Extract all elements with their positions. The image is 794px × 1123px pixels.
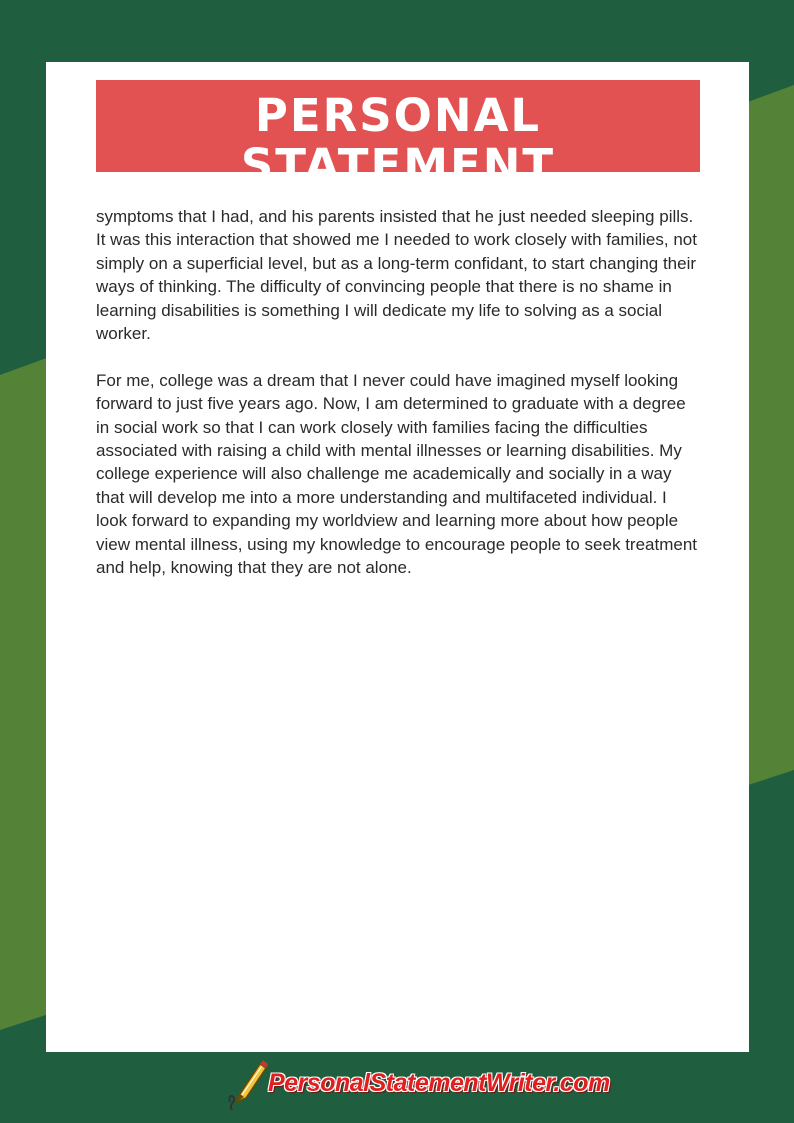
site-logo[interactable] [226,1058,610,1114]
page-title: PERSONAL STATEMENT [240,89,556,192]
page-subtitle: 500 words sample, page 2 [304,193,492,210]
site-logo-text[interactable]: PersonalStatementWriter.com [268,1069,610,1097]
paragraph: For me, college was a dream that I never could have imagined myself looking forward to just five years ago. Now, I am determined to graduate with a degree in social work so that I can work closely with families facing the difficulties associated with raising a child with mental illnesses or learning disabilities. My college experience will also challenge me academically and socially in a way that will develop me into a more understanding and multifaceted individual. I look forward to expanding my worldview and learning more about how people view mental illness, using my knowledge to encourage people to seek treatment and help, knowing that they are not alone. [96,370,698,578]
document-page [46,62,749,1052]
pen-icon [226,1058,270,1114]
statement-body [96,205,700,603]
paragraph: symptoms that I had, and his parents insisted that he just needed sleeping pills. It was this interaction that showed me I needed to work closely with families, not simply on a superficial level, but as a long-term confidant, to start changing their ways of thinking. The difficulty of convincing people that there is no shame in learning disabilities is something I will dedicate my life to solving as a social worker. [96,207,697,344]
title-banner [96,80,700,210]
